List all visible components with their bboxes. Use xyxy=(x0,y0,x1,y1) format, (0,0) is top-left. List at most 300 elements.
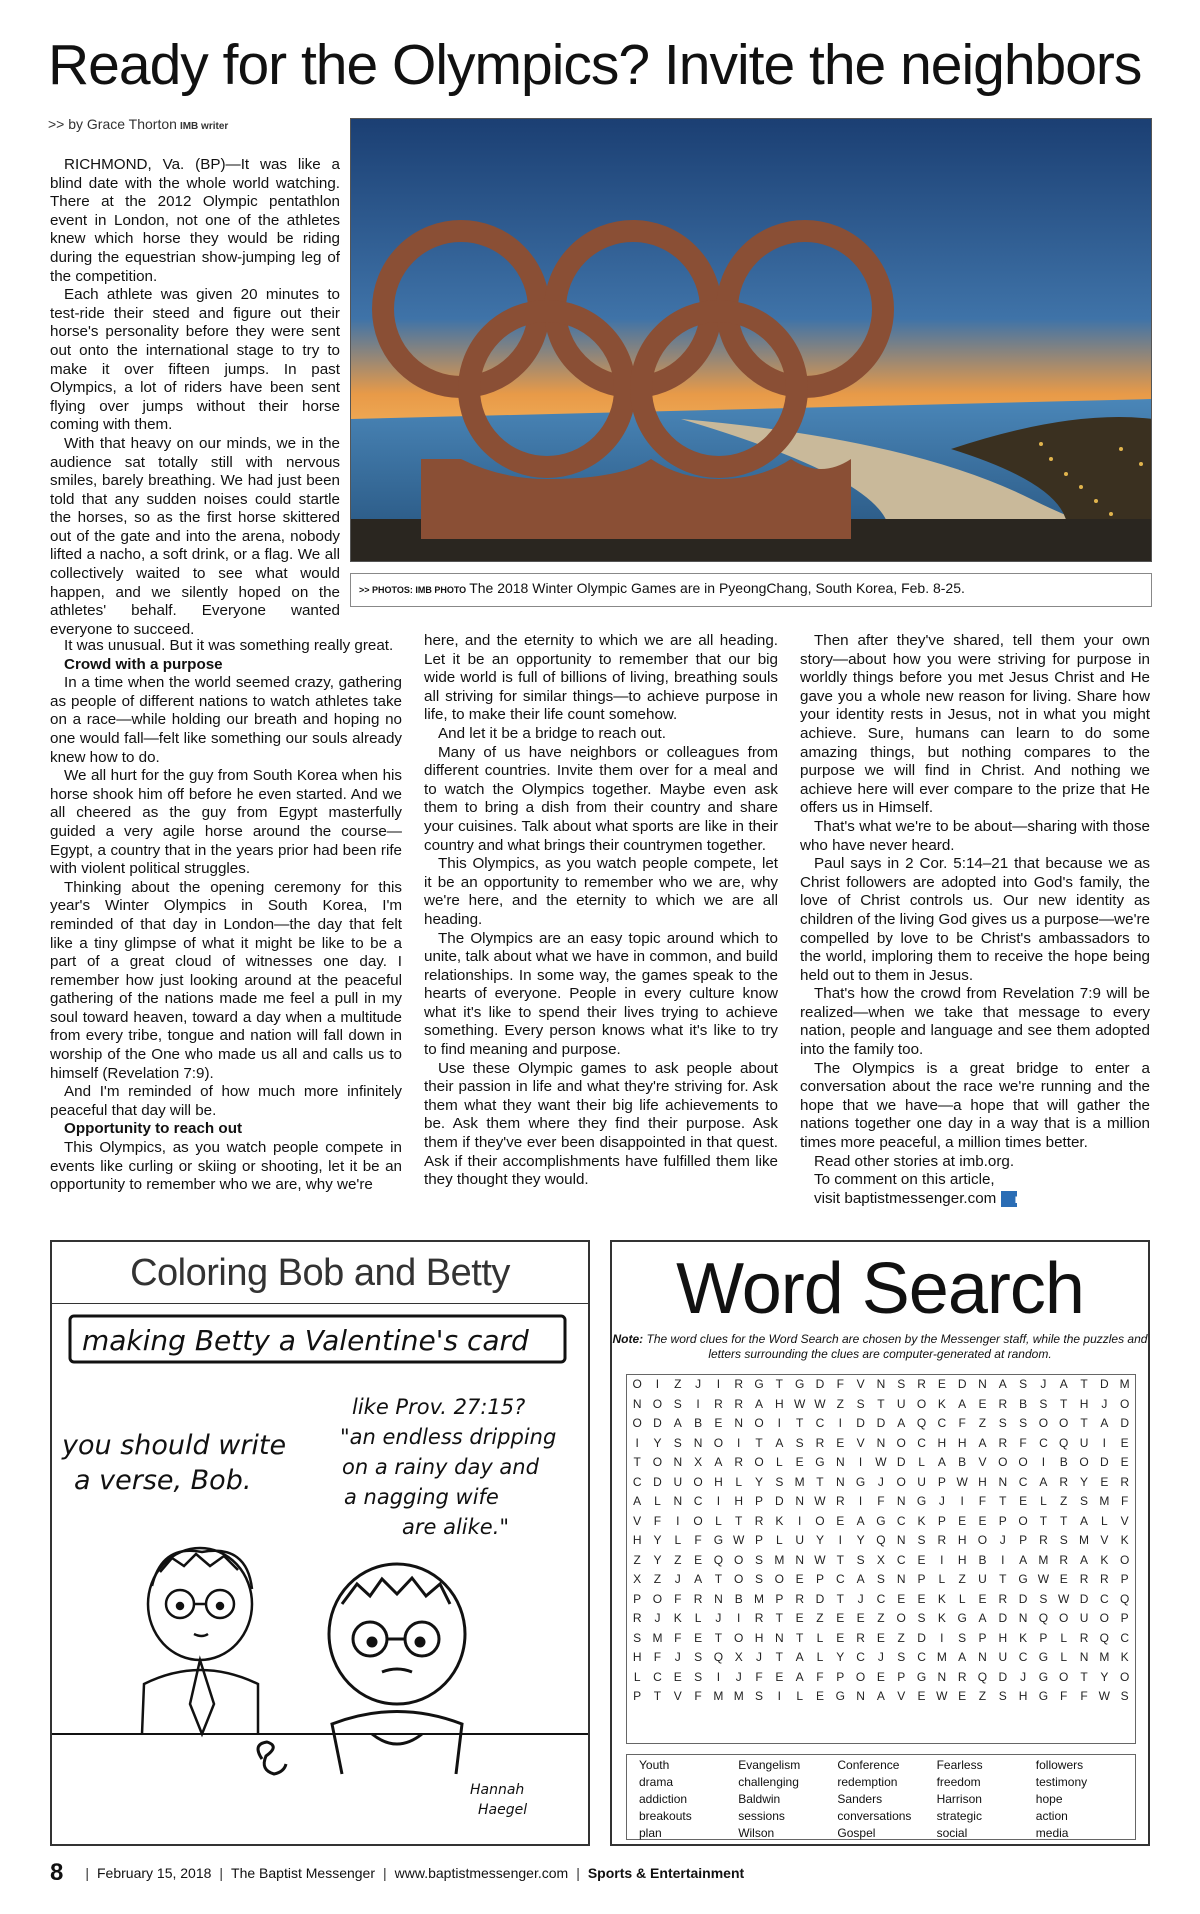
comment-link[interactable]: visit baptistmessenger.com xyxy=(814,1189,997,1207)
grid-letter: T xyxy=(1080,1669,1088,1684)
grid-letter: M xyxy=(652,1630,663,1645)
grid-letter: E xyxy=(673,1669,682,1684)
grid-letter: E xyxy=(917,1552,926,1567)
grid-letter: O xyxy=(713,1435,724,1450)
word-clue: sessions xyxy=(738,1809,785,1823)
word-clue: redemption xyxy=(837,1775,898,1789)
divider: | xyxy=(576,1865,580,1881)
grid-letter: A xyxy=(1100,1416,1109,1430)
grid-letter: T xyxy=(1039,1513,1048,1528)
grid-letter: E xyxy=(876,1630,885,1645)
grid-letter: T xyxy=(714,1630,723,1645)
grid-letter: E xyxy=(775,1669,784,1684)
grid-letter: I xyxy=(777,1416,782,1430)
word-clue: Evangelism xyxy=(738,1758,801,1772)
grid-letter: G xyxy=(916,1494,927,1508)
grid-letter: Z xyxy=(674,1377,682,1391)
grid-letter: R xyxy=(693,1591,703,1606)
grid-letter: J xyxy=(877,1650,884,1664)
grid-letter: R xyxy=(734,1455,744,1469)
grid-letter: I xyxy=(940,1552,944,1567)
grid-letter: S xyxy=(897,1650,906,1664)
word-list xyxy=(626,1754,1136,1840)
grid-letter: K xyxy=(917,1513,926,1528)
grid-letter: E xyxy=(1100,1474,1109,1489)
grid-letter: J xyxy=(877,1474,884,1489)
grid-letter: H xyxy=(775,1396,784,1411)
grid-letter: E xyxy=(978,1513,987,1528)
grid-letter: T xyxy=(755,1435,763,1450)
grid-letter: O xyxy=(815,1513,825,1528)
grid-letter: E xyxy=(917,1689,926,1703)
grid-letter: P xyxy=(1019,1533,1028,1547)
subhead: Crowd with a purpose xyxy=(64,655,223,673)
grid-letter: J xyxy=(695,1377,702,1391)
grid-letter: I xyxy=(676,1513,680,1528)
grid-letter: R xyxy=(856,1630,865,1645)
paragraph: Each athlete was given 20 minutes to test-ride their steed and figure out their horse's personality before they were sent out onto the international stage to try to make it over fifteen jumps. In past Olympics, a lot of riders have been sent flying over jumps without their horse coming with them. xyxy=(50,286,340,434)
grid-letter: S xyxy=(1080,1494,1089,1508)
grid-letter: C xyxy=(1018,1650,1028,1664)
paragraph: That's what we're to be about—sharing with those who have never heard. xyxy=(800,817,1150,854)
grid-letter: I xyxy=(716,1494,721,1508)
grid-letter: S xyxy=(755,1552,764,1567)
grid-letter: A xyxy=(795,1650,804,1664)
paragraph: The Olympics are an easy topic around which to unite, talk about what we have in common, and build relationships. In some way, the games speak to the hearts of everyone. People in every culture know what it's like to spend their lives trying to achieve something. Every person knows what it's like to try to find meaning and purpose. xyxy=(424,929,778,1059)
grid-letter: H xyxy=(714,1474,723,1489)
grid-letter: U xyxy=(917,1474,926,1489)
grid-letter: A xyxy=(1059,1377,1068,1391)
grid-letter: O xyxy=(693,1513,703,1528)
paragraph: Read other stories at imb.org. xyxy=(814,1152,1015,1170)
grid-letter: F xyxy=(694,1689,702,1703)
grid-letter: O xyxy=(652,1396,663,1411)
word-clue: Fearless xyxy=(936,1758,983,1772)
caption-text: The 2018 Winter Olympic Games are in PyeongChang, South Korea, Feb. 8-25. xyxy=(469,580,965,596)
grid-letter: P xyxy=(633,1591,642,1606)
grid-letter: D xyxy=(815,1377,825,1391)
grid-letter: I xyxy=(655,1377,660,1391)
grid-letter: S xyxy=(856,1396,865,1411)
grid-letter: W xyxy=(875,1455,887,1469)
comic-panel xyxy=(50,1240,590,1846)
grid-letter: A xyxy=(876,1689,885,1703)
paragraph: We all hurt for the guy from South Korea when his horse shook him off before he even started. And we all cheered as the guy from Egypt masterfully guided a very agile horse around the course—Egypt, a country that in the years prior had been rife with violent political struggles. xyxy=(50,767,402,878)
grid-letter: H xyxy=(734,1494,744,1508)
word-clue: social xyxy=(936,1826,968,1840)
grid-letter: I xyxy=(737,1611,741,1625)
grid-letter: W xyxy=(956,1474,968,1489)
grid-letter: E xyxy=(815,1689,824,1703)
grid-letter: O xyxy=(632,1416,642,1430)
grid-letter: B xyxy=(734,1591,743,1606)
grid-letter: U xyxy=(1079,1435,1089,1450)
grid-letter: A xyxy=(1019,1552,1028,1567)
paragraph: Paul says in 2 Cor. 5:14–21 that because we as Christ followers are adopted into God's family, the love of Christ controls us. Our new identity as children of the living God gives us a purpose—we're compelled by love to be Christ's ambassadors to the world, imploring them to receive the hope being held out to them in Jesus. xyxy=(800,855,1150,984)
grid-row xyxy=(627,1648,1135,1668)
grid-letter: Q xyxy=(1099,1630,1110,1645)
grid-letter: T xyxy=(653,1689,662,1703)
grid-letter: F xyxy=(653,1513,662,1528)
word-clue: challenging xyxy=(738,1775,799,1789)
grid-letter: E xyxy=(1120,1455,1129,1469)
grid-letter: F xyxy=(694,1533,702,1547)
grid-row xyxy=(627,1434,1135,1454)
grid-letter: F xyxy=(1120,1494,1129,1508)
word-search-title: Word Search xyxy=(676,1249,1084,1329)
grid-letter: E xyxy=(958,1513,967,1528)
grid-letter: S xyxy=(1019,1377,1028,1391)
word-clue: Youth xyxy=(639,1758,670,1772)
messenger-logo-icon: m xyxy=(1001,1191,1017,1207)
grid-letter: N xyxy=(876,1435,886,1450)
grid-letter: L xyxy=(958,1591,966,1606)
artist-signature: Hannah xyxy=(470,1782,525,1798)
grid-letter: A xyxy=(775,1435,784,1450)
grid-letter: W xyxy=(1098,1689,1110,1703)
grid-letter: I xyxy=(635,1435,639,1450)
grid-letter: I xyxy=(838,1533,842,1547)
grid-letter: E xyxy=(1059,1572,1068,1586)
grid-letter: H xyxy=(632,1533,642,1547)
grid-letter: L xyxy=(776,1455,783,1469)
grid-letter: R xyxy=(1120,1474,1129,1489)
article-column-3 xyxy=(800,632,1150,1208)
grid-letter: T xyxy=(714,1572,723,1586)
grid-letter: J xyxy=(1040,1377,1047,1391)
grid-letter: Z xyxy=(1060,1494,1068,1508)
grid-letter: C xyxy=(917,1435,926,1450)
divider: | xyxy=(383,1865,387,1881)
grid-letter: U xyxy=(998,1650,1008,1664)
grid-letter: H xyxy=(957,1552,967,1567)
grid-letter: S xyxy=(876,1572,885,1586)
grid-letter: O xyxy=(652,1591,663,1606)
grid-letter: P xyxy=(897,1669,906,1684)
grid-letter: F xyxy=(755,1669,763,1684)
grid-letter: B xyxy=(1019,1396,1028,1411)
grid-letter: O xyxy=(896,1474,906,1489)
grid-letter: Q xyxy=(713,1552,724,1567)
website-link[interactable]: www.baptistmessenger.com xyxy=(394,1865,569,1881)
grid-letter: Y xyxy=(755,1474,764,1489)
grid-letter: A xyxy=(633,1494,642,1508)
grid-letter: A xyxy=(978,1435,987,1450)
grid-letter: P xyxy=(1039,1630,1048,1645)
grid-letter: S xyxy=(1039,1396,1048,1411)
grid-letter: O xyxy=(855,1669,866,1684)
grid-letter: C xyxy=(896,1513,906,1528)
grid-letter: I xyxy=(696,1396,700,1411)
grid-letter: E xyxy=(917,1591,926,1606)
grid-letter: R xyxy=(998,1396,1008,1411)
grid-letter: K xyxy=(937,1396,946,1411)
article-column-1-bottom xyxy=(50,637,402,1195)
paragraph: The Olympics is a great bridge to enter a conversation about the race we're running and the hope that we have—a hope that will gather the nations together one day in a way that is a million times more peaceful, a million times better. xyxy=(800,1059,1150,1152)
word-clue: media xyxy=(1035,1826,1069,1840)
grid-letter: M xyxy=(794,1474,805,1489)
grid-letter: A xyxy=(856,1513,865,1528)
grid-letter: V xyxy=(1100,1533,1109,1547)
grid-letter: R xyxy=(1079,1630,1089,1645)
grid-letter: G xyxy=(754,1377,764,1391)
grid-letter: C xyxy=(856,1650,865,1664)
grid-letter: E xyxy=(1019,1494,1028,1508)
grid-letter: F xyxy=(674,1591,682,1606)
paragraph: This Olympics, as you watch people compete, let it be an opportunity to remember who we are, why we're here, and the eternity to which we are all heading. xyxy=(424,855,778,928)
grid-row xyxy=(627,1395,1135,1415)
grid-letter: I xyxy=(858,1455,863,1469)
grid-letter: G xyxy=(1038,1689,1049,1703)
grid-letter: A xyxy=(978,1611,987,1625)
grid-letter: O xyxy=(896,1611,906,1625)
grid-letter: O xyxy=(754,1455,764,1469)
grid-letter: Y xyxy=(1100,1669,1109,1684)
grid-letter: O xyxy=(734,1552,744,1567)
grid-letter: M xyxy=(1099,1494,1110,1508)
grid-letter: L xyxy=(796,1689,803,1703)
grid-letter: K xyxy=(1120,1650,1129,1664)
grid-letter: R xyxy=(998,1591,1008,1606)
grid-letter: V xyxy=(856,1435,865,1450)
grid-letter: R xyxy=(734,1377,744,1391)
grid-letter: Z xyxy=(816,1611,824,1625)
grid-letter: R xyxy=(754,1611,764,1625)
grid-letter: Z xyxy=(978,1416,987,1430)
grid-letter: U xyxy=(1079,1611,1089,1625)
right-speech-line: on a rainy day and xyxy=(342,1455,539,1479)
grid-letter: E xyxy=(978,1591,987,1606)
grid-letter: V xyxy=(978,1455,987,1469)
grid-letter: Z xyxy=(653,1572,662,1586)
grid-letter: H xyxy=(1018,1689,1028,1703)
grid-row xyxy=(627,1590,1135,1610)
section-name: Sports & Entertainment xyxy=(587,1865,745,1881)
grid-letter: O xyxy=(1038,1416,1049,1430)
grid-letter: U xyxy=(673,1474,683,1489)
grid-letter: G xyxy=(876,1513,886,1528)
grid-letter: G xyxy=(794,1377,805,1391)
grid-letter: Q xyxy=(713,1650,724,1664)
grid-row xyxy=(627,1492,1135,1512)
grid-letter: L xyxy=(694,1611,702,1625)
grid-letter: S xyxy=(673,1435,682,1450)
word-clue: conversations xyxy=(837,1809,912,1823)
grid-letter: V xyxy=(856,1377,865,1391)
grid-letter: E xyxy=(836,1435,845,1450)
grid-letter: G xyxy=(1038,1669,1049,1684)
comic-drawing xyxy=(52,1304,588,1844)
grid-letter: R xyxy=(1079,1572,1089,1586)
grid-letter: G xyxy=(957,1611,967,1625)
grid-letter: F xyxy=(1060,1689,1068,1703)
grid-letter: E xyxy=(856,1611,865,1625)
grid-letter: R xyxy=(632,1611,642,1625)
grid-letter: O xyxy=(1119,1552,1130,1567)
grid-letter: D xyxy=(815,1591,825,1606)
byline-org: IMB writer xyxy=(179,121,229,132)
grid-letter: Z xyxy=(877,1611,885,1625)
grid-letter: R xyxy=(754,1513,764,1528)
grid-letter: J xyxy=(735,1669,742,1684)
grid-letter: P xyxy=(836,1669,845,1684)
grid-letter: M xyxy=(754,1591,765,1606)
grid-letter: S xyxy=(1019,1416,1028,1430)
grid-letter: G xyxy=(1018,1572,1028,1586)
grid-letter: P xyxy=(755,1533,764,1547)
grid-letter: M xyxy=(774,1552,785,1567)
grid-letter: S xyxy=(633,1630,642,1645)
grid-letter: N xyxy=(673,1494,683,1508)
grid-letter: O xyxy=(916,1396,927,1411)
grid-letter: C xyxy=(917,1650,926,1664)
grid-letter: D xyxy=(653,1474,662,1489)
grid-letter: E xyxy=(978,1396,987,1411)
right-speech-line: a nagging wife xyxy=(344,1485,499,1509)
grid-letter: L xyxy=(1060,1650,1068,1664)
grid-row xyxy=(627,1375,1135,1395)
right-speech-line: "an endless dripping xyxy=(340,1425,557,1449)
grid-letter: S xyxy=(998,1689,1007,1703)
grid-letter: J xyxy=(857,1591,864,1606)
right-speech-line: like Prov. 27:15? xyxy=(352,1395,526,1419)
grid-row xyxy=(627,1414,1135,1434)
grid-letter: A xyxy=(694,1572,703,1586)
photo-illustration xyxy=(351,119,1152,562)
grid-letter: M xyxy=(1119,1377,1130,1391)
grid-letter: P xyxy=(815,1572,824,1586)
grid-letter: B xyxy=(978,1552,987,1567)
grid-letter: T xyxy=(775,1377,784,1391)
grid-letter: T xyxy=(1060,1513,1068,1528)
grid-letter: Q xyxy=(916,1416,927,1430)
grid-letter: O xyxy=(896,1435,906,1450)
grid-letter: D xyxy=(1079,1591,1089,1606)
grid-letter: H xyxy=(998,1630,1008,1645)
grid-letter: F xyxy=(978,1494,987,1508)
grid-letter: I xyxy=(716,1669,721,1684)
grid-letter: C xyxy=(1120,1630,1129,1645)
grid-letter: V xyxy=(673,1689,682,1703)
byline xyxy=(48,116,228,132)
grid-letter: T xyxy=(795,1416,804,1430)
grid-letter: M xyxy=(1038,1552,1049,1567)
grid-letter: T xyxy=(795,1630,804,1645)
grid-letter: B xyxy=(1059,1455,1068,1469)
grid-letter: N xyxy=(835,1455,845,1469)
word-clue: Harrison xyxy=(936,1792,982,1806)
paragraph: With that heavy on our minds, we in the audience sat totally still with nervous smiles, barely breathing. We had just been told that any sudden noises could startle the horses, so as the first horse skittered out of the gate and into the arena, nobody lifted a nacho, a soft drink, or a flag. We all collectively waited to see what would happen, and we silently hoped on the athletes' behalf. Everyone wanted everyone to succeed. xyxy=(50,434,340,638)
grid-letter: S xyxy=(897,1377,906,1391)
grid-letter: L xyxy=(816,1650,824,1664)
grid-letter: M xyxy=(1079,1533,1090,1547)
word-clue: freedom xyxy=(936,1775,981,1789)
grid-letter: X xyxy=(876,1552,885,1567)
grid-letter: D xyxy=(1120,1416,1129,1430)
grid-letter: D xyxy=(1100,1377,1109,1391)
grid-letter: N xyxy=(896,1572,906,1586)
grid-letter: J xyxy=(938,1494,945,1508)
grid-letter: S xyxy=(1059,1533,1068,1547)
grid-letter: O xyxy=(754,1416,764,1430)
grid-letter: P xyxy=(755,1494,764,1508)
grid-letter: E xyxy=(836,1513,845,1528)
paragraph: Many of us have neighbors or colleagues from different countries. Invite them over for a meal and to watch the Olympics together. Maybe even ask them to bring a dish from their country and share your cuisines. Talk about what sports are like in their country and what brings their countrymen together. xyxy=(424,743,778,854)
grid-letter: N xyxy=(795,1494,804,1508)
grid-letter: O xyxy=(734,1572,744,1586)
grid-letter: O xyxy=(652,1455,663,1469)
grid-letter: N xyxy=(1018,1611,1028,1625)
grid-letter: I xyxy=(838,1416,842,1430)
grid-row xyxy=(627,1629,1135,1649)
page-footer xyxy=(50,1858,1150,1888)
grid-letter: S xyxy=(755,1572,764,1586)
grid-letter: O xyxy=(1059,1669,1069,1684)
grid-letter: M xyxy=(1099,1650,1110,1664)
paragraph xyxy=(800,1190,1150,1209)
grid-letter: F xyxy=(674,1630,682,1645)
grid-letter: Y xyxy=(836,1650,845,1664)
grid-letter: U xyxy=(896,1396,906,1411)
grid-letter: F xyxy=(877,1494,885,1508)
grid-letter: L xyxy=(735,1474,743,1489)
grid-letter: A xyxy=(937,1455,946,1469)
grid-letter: C xyxy=(937,1416,947,1430)
grid-row xyxy=(627,1551,1135,1571)
grid-letter: R xyxy=(917,1377,926,1391)
grid-letter: N xyxy=(775,1630,784,1645)
grid-letter: G xyxy=(916,1669,927,1684)
grid-letter: L xyxy=(816,1630,824,1645)
grid-letter: E xyxy=(795,1455,804,1469)
grid-letter: S xyxy=(775,1474,784,1489)
left-speech-line: a verse, Bob. xyxy=(74,1465,252,1496)
grid-letter: P xyxy=(937,1513,946,1528)
grid-letter: D xyxy=(957,1377,967,1391)
grid-letter: J xyxy=(674,1572,681,1586)
grid-letter: T xyxy=(836,1552,844,1567)
grid-letter: N xyxy=(856,1689,865,1703)
grid-letter: D xyxy=(917,1630,926,1645)
grid-letter: Y xyxy=(856,1533,865,1547)
grid-row xyxy=(627,1609,1135,1629)
grid-letter: O xyxy=(1018,1513,1028,1528)
grid-letter: P xyxy=(978,1630,987,1645)
subhead: Opportunity to reach out xyxy=(64,1120,243,1138)
word-clue: action xyxy=(1035,1809,1068,1823)
olympic-rings-photo xyxy=(350,118,1152,562)
grid-letter: G xyxy=(713,1533,724,1547)
grid-letter: Q xyxy=(1119,1591,1130,1606)
grid-letter: L xyxy=(1101,1513,1108,1528)
paragraph: In a time when the world seemed crazy, gathering as people of different nations to watch athletes take on a race—while holding our breath and hoping no one would fall—felt like something our souls already knew how to do. xyxy=(50,674,402,766)
grid-letter: V xyxy=(897,1689,906,1703)
grid-letter: O xyxy=(1119,1669,1130,1684)
grid-letter: D xyxy=(653,1416,662,1430)
grid-letter: R xyxy=(998,1435,1008,1450)
article-column-2 xyxy=(424,632,778,1190)
grid-letter: W xyxy=(814,1552,826,1567)
grid-letter: C xyxy=(815,1416,825,1430)
grid-letter: D xyxy=(998,1669,1008,1684)
grid-letter: C xyxy=(1039,1435,1048,1450)
grid-letter: L xyxy=(715,1513,722,1528)
grid-letter: E xyxy=(897,1591,906,1606)
grid-letter: I xyxy=(1001,1552,1005,1567)
grid-letter: L xyxy=(1060,1630,1068,1645)
grid-letter: S xyxy=(694,1669,703,1684)
grid-letter: L xyxy=(654,1494,661,1508)
